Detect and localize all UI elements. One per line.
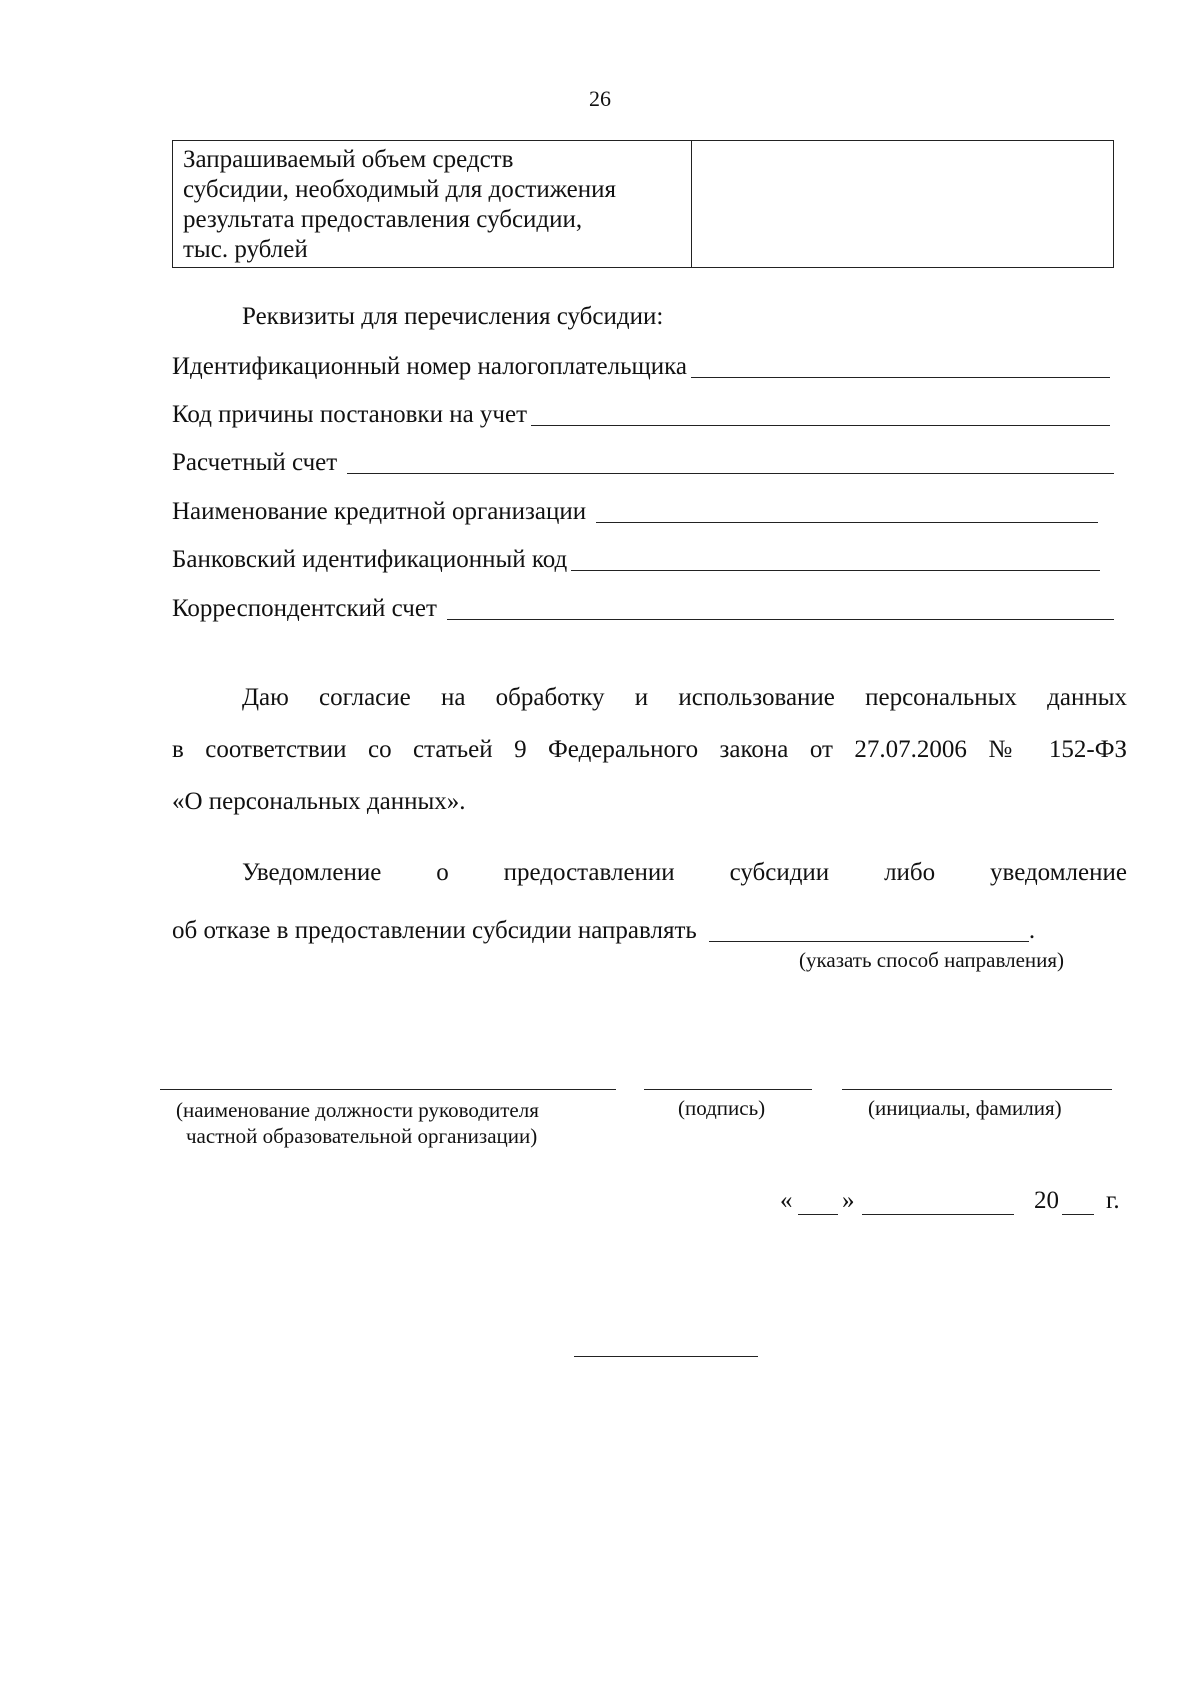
- notice-line-1: [172, 858, 1127, 890]
- notice-period: .: [1028, 917, 1036, 944]
- label-line: результата предоставления субсидии,: [183, 206, 583, 233]
- consent-paragraph: [172, 683, 1127, 817]
- delivery-method-hint: (указать способ направления): [799, 948, 1065, 972]
- notice-text: об отказе в предоставлении субсидии направлять: [172, 917, 697, 944]
- inn-blank-field[interactable]: [691, 353, 1110, 378]
- corr-account-row: [172, 592, 1114, 624]
- subsidy-amount-label: [173, 141, 692, 268]
- position-signature-line[interactable]: [160, 1089, 616, 1090]
- bank-name-row: [172, 495, 1098, 527]
- kpp-row: [172, 398, 1110, 430]
- signature-caption: (подпись): [678, 1096, 766, 1120]
- consent-line-1: Даю согласие на обработку и использование персональных данных: [242, 684, 1127, 711]
- bank-name-label: Наименование кредитной организации: [172, 498, 587, 525]
- date-open-quote: «: [780, 1187, 793, 1214]
- account-blank-field[interactable]: [347, 449, 1114, 474]
- account-row: [172, 446, 1114, 478]
- kpp-label: Код причины постановки на учет: [172, 401, 528, 428]
- kpp-blank-field[interactable]: [531, 401, 1110, 426]
- page-number: 26: [589, 86, 611, 111]
- requisites-heading: Реквизиты для перечисления субсидии:: [242, 303, 664, 330]
- notice-word: субсидии: [729, 859, 830, 886]
- signature-line[interactable]: [644, 1089, 812, 1090]
- position-caption-line-1: (наименование должности руководителя: [176, 1098, 539, 1122]
- notice-word: уведомление: [990, 859, 1127, 886]
- date-close-quote: »: [842, 1187, 855, 1214]
- bik-row: [172, 543, 1100, 575]
- consent-line-2: в соответствии со статьей 9 Федерального закона от 27.07.2006 № 152-ФЗ: [172, 736, 1127, 763]
- corr-account-label: Корреспондентский счет: [172, 595, 437, 622]
- date-row: [780, 1188, 1122, 1220]
- label-line: Запрашиваемый объем средств: [183, 146, 514, 173]
- table-row: [173, 141, 1114, 268]
- inn-label: Идентификационный номер налогоплательщика: [172, 353, 688, 380]
- label-line: тыс. рублей: [183, 236, 308, 263]
- subsidy-amount-value-field[interactable]: [692, 141, 1114, 268]
- notice-line-2: [172, 914, 1122, 946]
- consent-line-3: «О персональных данных».: [172, 788, 466, 815]
- notice-word: предоставлении: [503, 859, 675, 886]
- bik-blank-field[interactable]: [571, 546, 1100, 571]
- year-blank-field[interactable]: [1062, 1214, 1094, 1215]
- end-separator-line: [574, 1356, 758, 1357]
- notice-word: либо: [884, 859, 936, 886]
- corr-account-blank-field[interactable]: [447, 595, 1114, 620]
- bik-label: Банковский идентификационный код: [172, 546, 568, 573]
- name-caption: (инициалы, фамилия): [868, 1096, 1062, 1120]
- inn-row: [172, 350, 1110, 382]
- name-signature-line[interactable]: [842, 1089, 1112, 1090]
- notice-word: о: [436, 859, 449, 886]
- bank-name-blank-field[interactable]: [596, 498, 1098, 523]
- notice-word: Уведомление: [242, 859, 382, 886]
- position-caption-line-2: частной образовательной организации): [186, 1124, 538, 1148]
- year-prefix: 20: [1034, 1187, 1059, 1214]
- year-suffix: г.: [1106, 1187, 1120, 1214]
- label-line: субсидии, необходимый для достижения: [183, 176, 617, 203]
- day-blank-field[interactable]: [798, 1214, 838, 1215]
- subsidy-amount-table: [172, 140, 1114, 268]
- month-blank-field[interactable]: [862, 1214, 1014, 1215]
- delivery-method-blank-field[interactable]: [709, 917, 1029, 942]
- account-label: Расчетный счет: [172, 449, 338, 476]
